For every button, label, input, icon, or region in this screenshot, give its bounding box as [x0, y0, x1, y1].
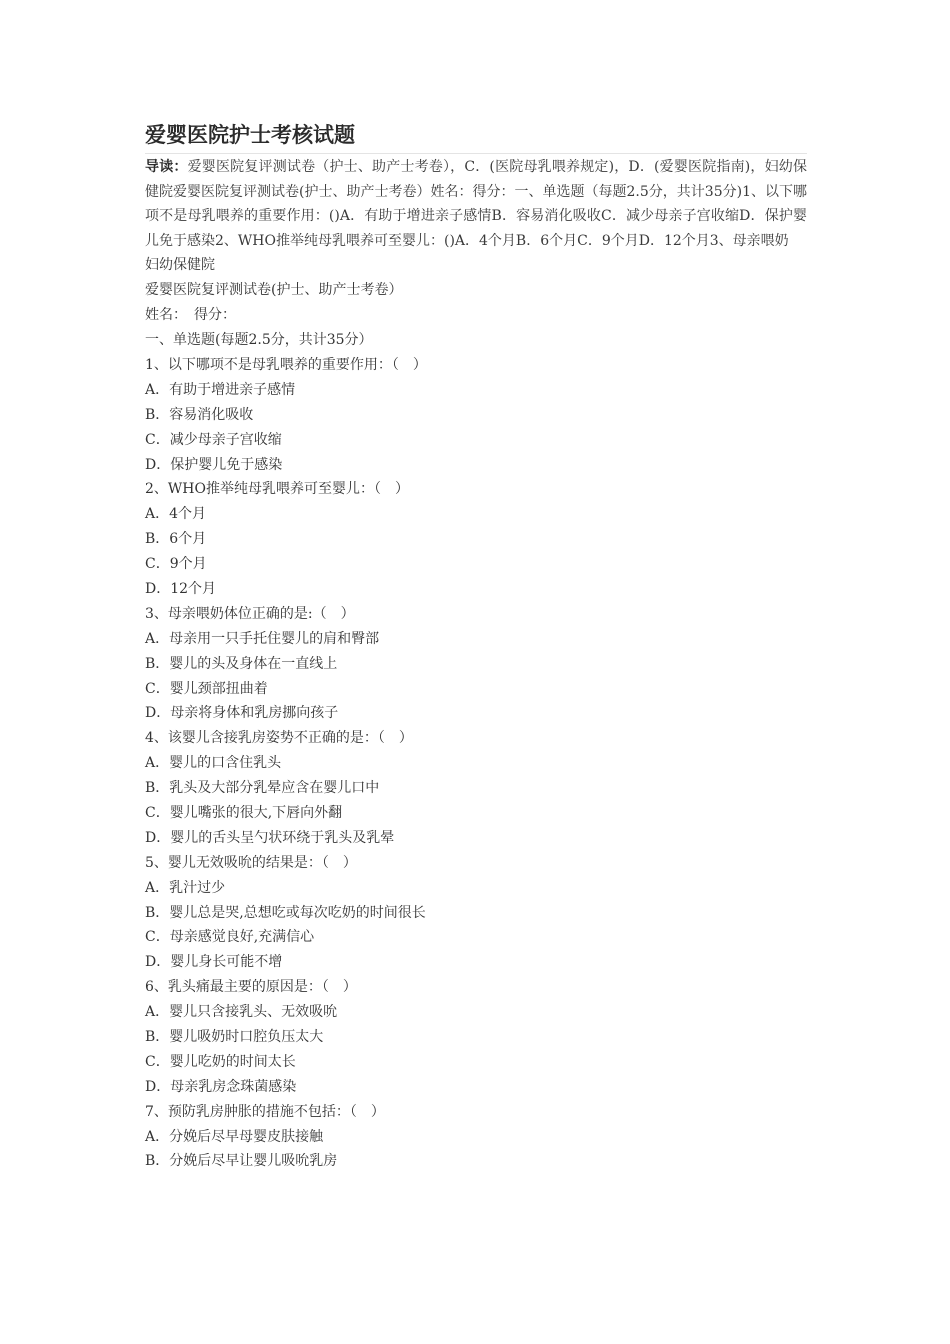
text-line: D．母亲乳房念珠菌感染: [145, 1078, 297, 1095]
text-line: D．保护婴儿免于感染: [145, 456, 283, 473]
text-line: C．母亲感觉良好,充满信心: [145, 929, 315, 946]
text-line: 6、乳头痛最主要的原因是：（ ）: [145, 979, 357, 996]
text-line: A．母亲用一只手托住婴儿的肩和臀部: [145, 630, 380, 647]
intro-paragraph: [145, 154, 807, 253]
text-line: B．婴儿总是哭,总想吃或每次吃奶的时间很长: [145, 904, 426, 921]
text-line: 1、以下哪项不是母乳喂养的重要作用：（ ）: [145, 356, 427, 373]
text-line: B．婴儿吸奶时口腔负压太大: [145, 1028, 324, 1045]
text-line: 妇幼保健院: [145, 257, 215, 274]
text-line: D．婴儿的舌头呈勺状环绕于乳头及乳晕: [145, 829, 395, 846]
text-line: C．减少母亲子宫收缩: [145, 431, 282, 448]
text-line: B．容易消化吸收: [145, 406, 254, 423]
text-line: B．乳头及大部分乳晕应含在婴儿口中: [145, 780, 380, 797]
text-line: 爱婴医院复评测试卷(护士、助产士考卷）: [145, 282, 403, 299]
text-line: B．分娩后尽早让婴儿吸吮乳房: [145, 1153, 338, 1170]
text-line: B．婴儿的头及身体在一直线上: [145, 655, 338, 672]
text-line: A．婴儿的口含住乳头: [145, 755, 282, 772]
document-body: [145, 253, 807, 1174]
text-line: A．分娩后尽早母婴皮肤接触: [145, 1128, 324, 1145]
text-line: 5、婴儿无效吸吮的结果是：（ ）: [145, 854, 357, 871]
text-line: C．婴儿嘴张的很大,下唇向外翻: [145, 804, 343, 821]
text-line: 3、母亲喂奶体位正确的是:（ ）: [145, 605, 355, 622]
text-line: D．12个月: [145, 580, 217, 597]
document-page: [145, 118, 807, 1174]
text-line: C．婴儿吃奶的时间太长: [145, 1053, 296, 1070]
text-line: 7、预防乳房肿胀的措施不包括：（ ）: [145, 1103, 385, 1120]
text-line: C．9个月: [145, 556, 207, 573]
text-line: A．乳汁过少: [145, 879, 226, 896]
text-line: B．6个月: [145, 531, 207, 548]
text-line: 2、WHO推举纯母乳喂养可至婴儿：（ ）: [145, 481, 409, 498]
text-line: 4、该婴儿含接乳房姿势不正确的是：（ ）: [145, 730, 413, 747]
text-line: 姓名： 得分：: [145, 307, 236, 324]
text-line: D．母亲将身体和乳房挪向孩子: [145, 705, 339, 722]
text-line: A．有助于增进亲子感情: [145, 381, 296, 398]
intro-text: 爱婴医院复评测试卷（护士、助产士考卷），C．(医院母乳喂养规定)，D．(爱婴医院指南)，妇幼保健院爱婴医院复评测试卷(护士、助产士考卷）姓名：得分：一、单选题（每题2.5分，共计35分)1、以下哪项不是母乳喂养的重要作用：()A．有助于增进亲子感情B．容易消化吸收C．减少母亲子宫收缩D．保护婴儿免于感染2、WHO推举纯母乳喂养可至婴儿：()A．4个月B．6个月C．9个月D．12个月3、母亲喂奶: [145, 159, 807, 249]
text-line: C．婴儿颈部扭曲着: [145, 680, 268, 697]
text-line: 一、单选题(每题2.5分，共计35分）: [145, 332, 373, 349]
document-title: 爱婴医院护士考核试题: [145, 118, 807, 154]
intro-label: 导读：: [145, 159, 188, 175]
text-line: D．婴儿身长可能不增: [145, 954, 283, 971]
text-line: A．婴儿只含接乳头、无效吸吮: [145, 1004, 338, 1021]
text-line: A．4个月: [145, 506, 207, 523]
